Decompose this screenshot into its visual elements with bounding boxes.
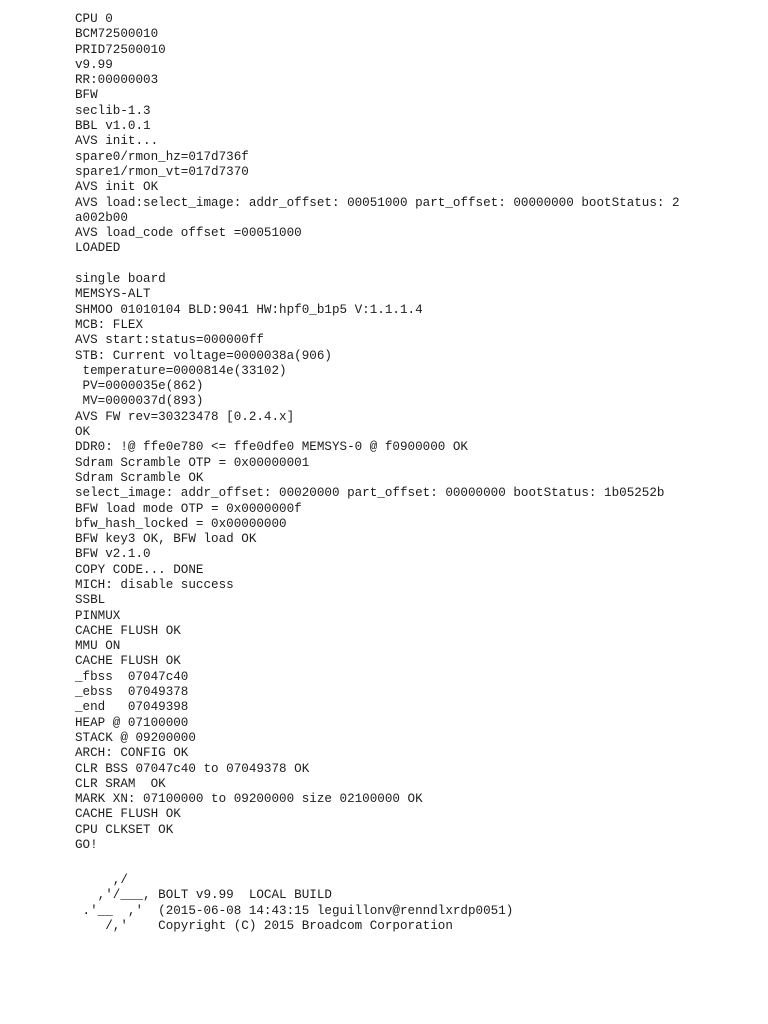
log-line: DDR0: !@ ffe0e780 <= ffe0dfe0 MEMSYS-0 @ f0900000 OK <box>75 440 468 455</box>
banner-build-line: .'__ ,' (2015-06-08 14:43:15 leguillonv@renndlxrdp0051) <box>75 903 514 918</box>
log-line: Sdram Scramble OK <box>75 470 204 485</box>
log-line: _end 07049398 <box>75 700 189 715</box>
log-line: CPU 0 <box>75 12 113 26</box>
log-line: AVS load_code offset =00051000 <box>75 226 302 241</box>
log-line: Sdram Scramble OTP = 0x00000001 <box>75 455 310 470</box>
boot-log <box>75 12 755 853</box>
log-line: CPU CLKSET OK <box>75 822 174 837</box>
log-line: CLR SRAM OK <box>75 776 166 791</box>
log-line: MV=0000037d(893) <box>75 394 204 409</box>
log-line: AVS init OK <box>75 180 159 195</box>
log-line: HEAP @ 07100000 <box>75 715 189 730</box>
log-line: _fbss 07047c40 <box>75 669 189 684</box>
log-line: SHMOO 01010104 BLD:9041 HW:hpf0_b1p5 V:1.1.1.4 <box>75 302 423 317</box>
log-line: seclib-1.3 <box>75 103 151 118</box>
log-line: MARK XN: 07100000 to 09200000 size 02100000 OK <box>75 792 423 807</box>
log-line: BFW <box>75 88 98 103</box>
log-line: AVS load:select_image: addr_offset: 00051000 part_offset: 00000000 bootStatus: 2 <box>75 195 680 210</box>
log-line: CLR BSS 07047c40 to 07049378 OK <box>75 761 310 776</box>
log-line: v9.99 <box>75 57 113 72</box>
log-line: OK <box>75 425 91 440</box>
banner-version-line: ,'/___, BOLT v9.99 LOCAL BUILD <box>75 888 332 903</box>
log-line: AVS FW rev=30323478 [0.2.4.x] <box>75 409 295 424</box>
banner-logo-line: ,/ <box>75 873 128 887</box>
log-line: GO! <box>75 838 98 853</box>
log-line: spare0/rmon_hz=017d736f <box>75 149 249 164</box>
log-line: STACK @ 09200000 <box>75 730 196 745</box>
log-line: spare1/rmon_vt=017d7370 <box>75 164 249 179</box>
log-line: BBL v1.0.1 <box>75 119 151 134</box>
log-line: _ebss 07049378 <box>75 685 189 700</box>
log-line: BFW v2.1.0 <box>75 547 151 562</box>
log-line: PINMUX <box>75 608 121 623</box>
log-line: MICH: disable success <box>75 577 234 592</box>
log-line: select_image: addr_offset: 00020000 part_offset: 00000000 bootStatus: 1b05252b <box>75 486 665 501</box>
log-line: CACHE FLUSH OK <box>75 807 181 822</box>
bolt-banner <box>75 873 755 934</box>
log-line: LOADED <box>75 241 121 256</box>
log-line: SSBL <box>75 593 106 608</box>
log-line: CACHE FLUSH OK <box>75 654 181 669</box>
log-line: bfw_hash_locked = 0x00000000 <box>75 516 287 531</box>
log-line: AVS start:status=000000ff <box>75 333 264 348</box>
log-line: CACHE FLUSH OK <box>75 623 181 638</box>
log-line: BFW load mode OTP = 0x0000000f <box>75 501 302 516</box>
log-line: single board <box>75 272 166 287</box>
log-line: BFW key3 OK, BFW load OK <box>75 532 257 547</box>
log-line: PRID72500010 <box>75 42 166 57</box>
banner-copyright-line: /,' Copyright (C) 2015 Broadcom Corporation <box>75 918 453 933</box>
log-line: a002b00 <box>75 210 128 225</box>
log-line: COPY CODE... DONE <box>75 562 204 577</box>
log-line: AVS init... <box>75 134 159 149</box>
log-line: STB: Current voltage=0000038a(906) <box>75 348 332 363</box>
log-line: PV=0000035e(862) <box>75 379 204 394</box>
log-line: BCM72500010 <box>75 27 159 42</box>
log-line: MMU ON <box>75 639 121 654</box>
log-line-blank <box>75 257 755 272</box>
log-line: MEMSYS-ALT <box>75 287 151 302</box>
log-line: ARCH: CONFIG OK <box>75 746 189 761</box>
log-line: MCB: FLEX <box>75 317 144 332</box>
log-line: temperature=0000814e(33102) <box>75 363 287 378</box>
log-line: RR:00000003 <box>75 73 159 88</box>
